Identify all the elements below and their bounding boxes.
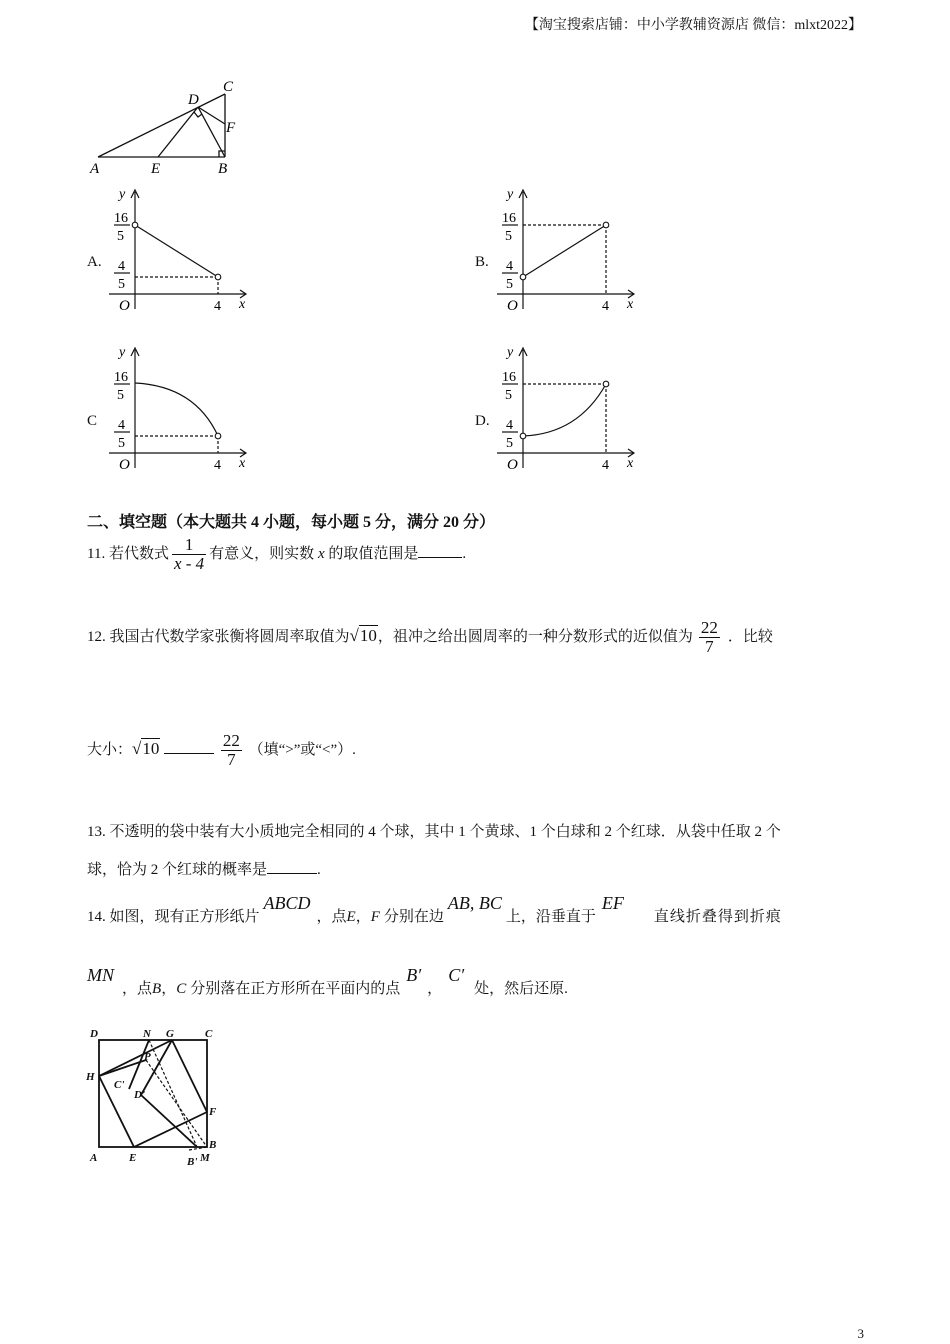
svg-text:D': D' <box>134 1089 145 1101</box>
option-a-graph <box>105 184 255 316</box>
svg-text:y: y <box>507 345 514 360</box>
question-11: 11. 若代数式 $\frac{1}{x - 4}$ 有意义，则实数 x 的取值范围是 . <box>87 535 467 573</box>
svg-text:16: 16 <box>114 370 128 385</box>
svg-text:y: y <box>119 187 126 202</box>
option-c-label: C <box>87 413 98 429</box>
svg-text:5: 5 <box>505 229 512 244</box>
svg-text:F: F <box>209 1106 217 1118</box>
svg-text:x: x <box>627 297 634 312</box>
question-13-line1: 13. 不透明的袋中装有大小质地完全相同的 4 个球，其中 1 个黄球、1 个白球和 2 个红球．从袋中任取 2 个 <box>87 824 781 840</box>
svg-text:E: E <box>129 1152 137 1164</box>
svg-text:5: 5 <box>505 388 512 403</box>
svg-text:x: x <box>239 297 246 312</box>
svg-text:16: 16 <box>114 211 128 226</box>
svg-text:16: 16 <box>502 370 516 385</box>
svg-text:O: O <box>507 298 518 314</box>
svg-text:x: x <box>627 456 634 471</box>
svg-text:O: O <box>119 298 130 314</box>
svg-text:B': B' <box>187 1156 198 1168</box>
svg-text:M: M <box>200 1152 210 1164</box>
svg-text:D: D <box>90 1028 98 1040</box>
svg-text:4: 4 <box>214 458 221 473</box>
square-figure <box>84 1022 224 1172</box>
triangle-figure <box>80 74 250 180</box>
svg-text:C': C' <box>114 1079 125 1091</box>
fig-label-f: F <box>226 120 236 136</box>
svg-text:4: 4 <box>506 259 513 274</box>
question-14-line1: 14. 如图，现有正方形纸片ABCD，点E，F 分别在边AB, BC上，沿垂直于EF直线折叠得到折痕 <box>87 893 782 925</box>
svg-text:4: 4 <box>506 418 513 433</box>
fig-label-c: C <box>223 79 234 95</box>
svg-text:O: O <box>119 457 130 473</box>
page-header: 【淘宝搜索店铺：中小学教辅资源店 微信：mlxt2022】 <box>524 18 862 33</box>
fig-label-a: A <box>90 161 100 177</box>
option-d-graph <box>493 342 643 474</box>
svg-text:5: 5 <box>506 436 513 451</box>
fig-label-d: D <box>188 92 199 108</box>
svg-text:4: 4 <box>602 458 609 473</box>
svg-text:P: P <box>144 1051 151 1063</box>
svg-text:4: 4 <box>602 299 609 314</box>
svg-text:4: 4 <box>118 259 125 274</box>
svg-text:C: C <box>205 1028 213 1040</box>
svg-text:N: N <box>143 1028 151 1040</box>
svg-text:y: y <box>119 345 126 360</box>
question-13-line2: 球，恰为 2 个红球的概率是 . <box>87 862 321 878</box>
svg-text:H: H <box>86 1071 95 1083</box>
page-number: 3 <box>857 1326 864 1341</box>
svg-text:x: x <box>239 456 246 471</box>
svg-text:B: B <box>209 1139 217 1151</box>
svg-text:5: 5 <box>117 229 124 244</box>
svg-text:O: O <box>507 457 518 473</box>
question-14-line2: MN，点B，C 分别落在正方形所在平面内的点B′，C′处，然后还原. <box>87 965 568 997</box>
question-12-compare: 大小：√10 $\frac{22}{7}$ （填“>”或“<”）. <box>87 731 356 769</box>
option-b-label: B. <box>475 254 489 270</box>
fig-label-b: B <box>218 161 228 177</box>
svg-text:5: 5 <box>118 277 125 292</box>
option-c-graph <box>105 342 255 474</box>
svg-text:4: 4 <box>118 418 125 433</box>
svg-text:y: y <box>507 187 514 202</box>
svg-text:A: A <box>90 1152 98 1164</box>
svg-text:5: 5 <box>506 277 513 292</box>
fig-label-e: E <box>151 161 161 177</box>
svg-text:16: 16 <box>502 211 516 226</box>
option-d-label: D. <box>475 413 490 429</box>
option-a-label: A. <box>87 254 102 270</box>
question-12: 12. 我国古代数学家张衡将圆周率取值为√10，祖冲之给出圆周率的一种分数形式的近似值为 $\frac{22}{7}$ ．比较 <box>87 618 773 656</box>
svg-text:G: G <box>166 1028 174 1040</box>
svg-text:4: 4 <box>214 299 221 314</box>
option-b-graph <box>493 184 643 316</box>
svg-text:5: 5 <box>117 388 124 403</box>
section-title: 二、填空题（本大题共 4 小题，每小题 5 分，满分 20 分） <box>87 514 496 531</box>
svg-text:5: 5 <box>118 436 125 451</box>
